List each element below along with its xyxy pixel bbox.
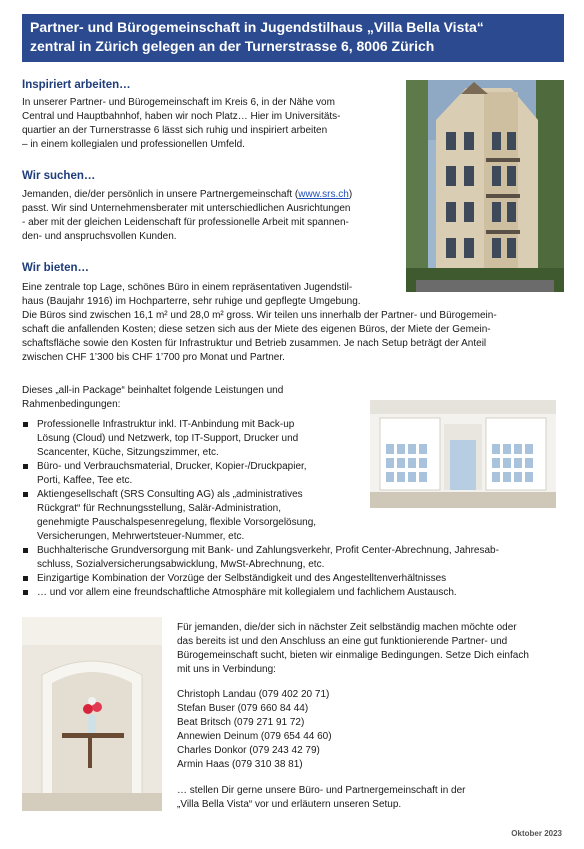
text-line: Die Büros sind zwischen 16,1 m² und 28,0 m² gross. Wir teilen uns innerhalb der Partner- und Bürogemein- bbox=[22, 310, 497, 321]
list-item-line: schluss, Sozialversicherungsabwicklung, MwSt-Abrechnung, etc. bbox=[37, 559, 325, 570]
list-item bbox=[22, 544, 499, 572]
list-item-line: Lösung (Cloud) und Netzwerk, top IT-Support, Drucker und bbox=[37, 433, 299, 444]
document-header bbox=[22, 14, 564, 62]
contact-person: Charles Donkor (079 243 42 79) bbox=[177, 745, 320, 756]
text-line: Rahmenbedingungen: bbox=[22, 399, 121, 410]
text-line: das bereits ist und den Anschluss an eine gut funktionierende Partner- und bbox=[177, 636, 508, 647]
section-title-bieten: Wir bieten… bbox=[22, 262, 89, 274]
text-line: zwischen CHF 1’300 bis CHF 1’700 pro Monat und Partner. bbox=[22, 352, 285, 363]
text-fragment: Jemanden, die/der persönlich in unsere Partnergemeinschaft ( bbox=[22, 189, 299, 200]
text-line: - aber mit der gleichen Leidenschaft für professionelle Arbeit mit spannen- bbox=[22, 217, 349, 228]
header-title-line1: Partner- und Bürogemeinschaft in Jugendstilhaus „Villa Bella Vista“ bbox=[30, 19, 484, 35]
flowers-illustration bbox=[22, 617, 162, 811]
list-item-line: Professionelle Infrastruktur inkl. IT-Anbindung mit Back-up bbox=[37, 419, 295, 430]
text-line: Central und Hauptbahnhof, haben wir noch Platz… Hier im Universitäts- bbox=[22, 111, 341, 122]
text-line: mit uns in Verbindung: bbox=[177, 664, 276, 675]
contact-person: Annewien Deinum (079 654 44 60) bbox=[177, 731, 332, 742]
list-item-line: Scancenter, Küche, Sitzungszimmer, etc. bbox=[37, 447, 219, 458]
list-item-line: Buchhalterische Grundversorgung mit Bank- und Zahlungsverkehr, Profit Center-Abrechnung, Jahresab- bbox=[37, 545, 499, 556]
list-item-line: Einzigartige Kombination der Vorzüge der Selbständigkeit und des Angestelltenverhältnisses bbox=[37, 573, 447, 584]
building-illustration bbox=[406, 80, 564, 292]
list-item-line: Aktiengesellschaft (SRS Consulting AG) als „administratives bbox=[37, 489, 303, 500]
header-title-line2: zentral in Zürich gelegen an der Turnerstrasse 6, 8006 Zürich bbox=[30, 38, 435, 54]
office-interior-illustration bbox=[370, 400, 556, 508]
website-link[interactable]: www.srs.ch bbox=[298, 189, 349, 200]
contact-person: Christoph Landau (079 402 20 71) bbox=[177, 689, 330, 700]
package-intro bbox=[22, 384, 283, 412]
text-fragment: ) bbox=[348, 189, 353, 200]
text-line: schaftsfläche sowie den Kosten für Infrastruktur und Betrieb zusammen. Je nach Setup beträgt der Anteil bbox=[22, 338, 487, 349]
text-line bbox=[22, 188, 352, 202]
list-item-line: Versicherungen, Mehrwertsteuer-Nummer, etc. bbox=[37, 531, 245, 542]
text-line: Für jemanden, die/der sich in nächster Zeit selbständig machen möchte oder bbox=[177, 622, 517, 633]
text-line: Eine zentrale top Lage, schönes Büro in einem repräsentativen Jugendstil- bbox=[22, 282, 353, 293]
list-item bbox=[22, 572, 499, 586]
footer-date: Oktober 2023 bbox=[511, 829, 562, 838]
list-item bbox=[22, 586, 499, 600]
text-line: … stellen Dir gerne unsere Büro- und Partnergemeinschaft in der bbox=[177, 785, 466, 796]
text-line: passt. Wir sind Unternehmensberater mit unterschiedlichen Ausrichtungen bbox=[22, 203, 351, 214]
flowers-photo bbox=[22, 617, 162, 811]
list-item-line: Rückgrat“ für Rechnungsstellung, Salär-Administration, bbox=[37, 503, 281, 514]
section-title-inspiriert: Inspiriert arbeiten… bbox=[22, 79, 131, 91]
text-line: In unserer Partner- und Bürogemeinschaft im Kreis 6, in der Nähe vom bbox=[22, 97, 335, 108]
list-item-line: Porti, Kaffee, Tee etc. bbox=[37, 475, 133, 486]
list-item-line: genehmigte Pauschalspesenregelung, flexible Vorsorgelösung, bbox=[37, 517, 317, 528]
office-interior-photo bbox=[370, 400, 556, 508]
section-text-suchen bbox=[22, 188, 352, 244]
text-line: schaft die anfallenden Kosten; diese setzen sich aus der Miete des eigenen Büros, der Miete der Gemein- bbox=[22, 324, 491, 335]
text-line: Dieses „all-in Package“ beinhaltet folgende Leistungen und bbox=[22, 385, 284, 396]
contact-list bbox=[177, 688, 332, 772]
text-line: den- und anspruchsvollen Kunden. bbox=[22, 231, 177, 242]
list-item-line: … und vor allem eine freundschaftliche Atmosphäre mit kollegialem und fachlichem Austausch. bbox=[37, 587, 457, 598]
text-line: Bürogemeinschaft sucht, bieten wir einmalige Bedingungen. Setze Dich einfach bbox=[177, 650, 529, 661]
section-text-inspiriert bbox=[22, 96, 341, 152]
text-line: „Villa Bella Vista“ vor und erläutern unseren Setup. bbox=[177, 799, 402, 810]
contact-outro bbox=[177, 784, 465, 812]
contact-person: Beat Britsch (079 271 91 72) bbox=[177, 717, 305, 728]
text-line: haus (Baujahr 1916) im Hochparterre, sehr ruhige und gepflegte Umgebung. bbox=[22, 296, 361, 307]
text-line: quartier an der Turnerstrasse 6 lässt sich ruhig und inspiriert arbeiten bbox=[22, 125, 328, 136]
contact-person: Stefan Buser (079 660 84 44) bbox=[177, 703, 309, 714]
contact-person: Armin Haas (079 310 38 81) bbox=[177, 759, 303, 770]
list-item-line: Büro- und Verbrauchsmaterial, Drucker, Kopier-/Druckpapier, bbox=[37, 461, 307, 472]
contact-intro bbox=[177, 621, 529, 677]
section-title-suchen: Wir suchen… bbox=[22, 170, 96, 182]
section-text-bieten bbox=[22, 281, 497, 365]
text-line: – in einem kollegialen und professionellen Umfeld. bbox=[22, 139, 245, 150]
building-photo bbox=[406, 80, 564, 292]
